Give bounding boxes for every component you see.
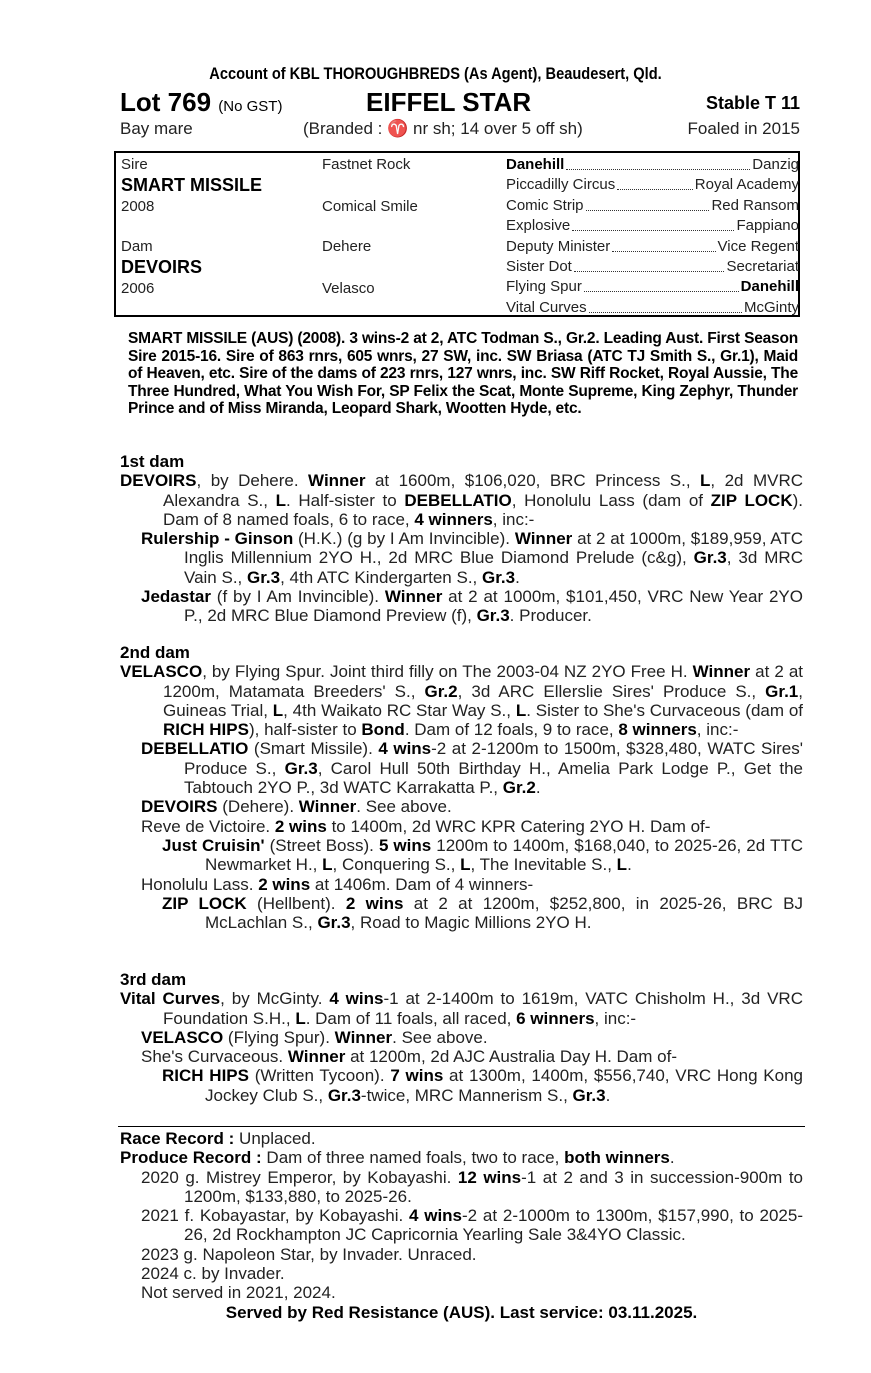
pedigree-paragraph: DEVOIRS (Dehere). Winner. See above. <box>141 797 452 817</box>
horse-name: EIFFEL STAR <box>366 87 532 117</box>
second-dam-section <box>120 643 803 932</box>
pedigree-paragraph: VELASCO, by Flying Spur. Joint third filly on The 2003-04 NZ 2YO Free H. Winner at 2 at 1200m, Matamata Breeders' S., Gr.2, 3d ARC Ellerslie Sires' Produce S., Gr.1, Guineas Trial, L, 4th Waikato RC Star Way S., L. Sister to She's Curvaceous (dam of RICH HIPS), half-sister to Bond. Dam of 12 foals, 9 to race, 8 winners, inc:- <box>120 662 803 740</box>
granddam-sire-side: Comical Smile <box>322 198 418 215</box>
third-dam-heading: 3rd dam <box>120 970 187 989</box>
dot-leader <box>612 237 715 252</box>
dot-leader <box>574 257 725 272</box>
records-body <box>120 1129 803 1303</box>
dam-label: Dam <box>121 238 153 255</box>
dot-leader <box>589 298 742 313</box>
dot-leader <box>584 277 739 292</box>
dot-leader <box>566 155 750 170</box>
sire-summary: SMART MISSILE (AUS) (2008). 3 wins-2 at 2, ATC Todman S., Gr.2. Leading Aust. First Season Sire 2015-16. Sire of 863 rnrs, 605 wnrs, 27 SW, inc. SW Briasa (ATC TJ Smith S., Gr.1), Maid of Heaven, etc. Sire of the dams of 223 rnrs, 127 wnrs, inc. SW Riff Rocket, Royal Aussie, The Three Hundred, What You Wish For, SP Felix the Scat, Monte Supreme, King Zephyr, Thunder Prince and of Miss Miranda, Leopard Shark, Wootten Hyde, etc. <box>128 330 798 417</box>
sire-label: Sire <box>121 156 148 173</box>
gen3-sire: Vice Regent <box>717 237 799 255</box>
grandsire: Fastnet Rock <box>322 156 411 173</box>
pedigree-gen3-row <box>506 175 799 195</box>
gen3-horse: Vital Curves <box>506 298 587 316</box>
stable: Stable T 11 <box>705 93 800 113</box>
gen3-sire: Danehill <box>740 278 799 296</box>
pedigree-paragraph: Produce Record : Dam of three named foals, two to race, both winners. <box>120 1148 675 1168</box>
gen3-sire: McGinty <box>743 298 799 316</box>
pedigree-paragraph: 2023 g. Napoleon Star, by Invader. Unraced. <box>141 1244 477 1264</box>
pedigree-paragraph: RICH HIPS (Written Tycoon). 7 wins at 1300m, 1400m, $556,740, VRC Hong Kong Jockey Club S., Gr.3-twice, MRC Mannerism S., Gr.3. <box>162 1066 803 1105</box>
pedigree-paragraph: 2020 g. Mistrey Emperor, by Kobayashi. 12 wins-1 at 2 and 3 in succession-900m to 1200m, $133,880, to 2025-26. <box>141 1167 803 1206</box>
horse-description: Bay mare <box>120 119 193 138</box>
pedigree-paragraph: Vital Curves, by McGinty. 4 wins-1 at 2-1400m to 1619m, VATC Chisholm H., 3d VRC Foundation S.H., L. Dam of 11 foals, all raced, 6 winners, inc:- <box>120 989 803 1028</box>
dam-year: 2006 <box>121 280 155 297</box>
pedigree-gen3-row <box>506 155 799 175</box>
pedigree-paragraph: 2021 f. Kobayastar, by Kobayashi. 4 wins-2 at 2-1000m to 1300m, $157,990, to 2025-26, 2d Rockhampton JC Capricornia Yearling Sale 3&4YO Classic. <box>141 1206 803 1245</box>
sire-year: 2008 <box>121 198 155 215</box>
gen3-horse: Flying Spur <box>506 278 582 296</box>
pedigree-gen3-row <box>506 298 799 318</box>
third-dam-section <box>120 970 803 1105</box>
lot-label: Lot 769 <box>120 87 212 117</box>
pedigree-paragraph: Honolulu Lass. 2 wins at 1406m. Dam of 4 winners- <box>141 874 534 894</box>
gen3-horse: Comic Strip <box>506 196 584 214</box>
pedigree-paragraph: Jedastar (f by I Am Invincible). Winner at 2 at 1000m, $101,450, VRC New Year 2YO P., 2d MRC Blue Diamond Preview (f), Gr.3. Producer. <box>141 587 803 626</box>
second-dam-heading: 2nd dam <box>120 643 190 662</box>
pedigree-table <box>114 151 800 317</box>
lot-number <box>120 87 282 118</box>
pedigree-paragraph: VELASCO (Flying Spur). Winner. See above. <box>141 1027 488 1047</box>
first-dam-section <box>120 452 803 626</box>
pedigree-paragraph: Race Record : Unplaced. <box>120 1129 316 1148</box>
gen3-sire: Red Ransom <box>711 196 799 214</box>
pedigree-gen3-row <box>506 196 799 216</box>
pedigree-paragraph: Reve de Victoire. 2 wins to 1400m, 2d WRC KPR Catering 2YO H. Dam of- <box>141 816 711 836</box>
pedigree-gen3-row <box>506 216 799 236</box>
pedigree-paragraph: Not served in 2021, 2024. <box>141 1283 336 1303</box>
gen3-horse: Deputy Minister <box>506 237 611 255</box>
gst-note: (No GST) <box>218 98 283 115</box>
foaled-year: Foaled in 2015 <box>687 119 800 138</box>
granddam: Velasco <box>322 280 375 297</box>
first-dam-heading: 1st dam <box>120 452 185 471</box>
pedigree-paragraph: ZIP LOCK (Hellbent). 2 wins at 2 at 1200m, $252,800, in 2025-26, BRC BJ McLachlan S., Gr.3, Road to Magic Millions 2YO H. <box>162 893 803 933</box>
dam-name: DEVOIRS <box>121 257 203 277</box>
third-dam-body <box>120 989 803 1105</box>
pedigree-paragraph: DEVOIRS, by Dehere. Winner at 1600m, $106,020, BRC Princess S., L, 2d MVRC Alexandra S., L. Half-sister to DEBELLATIO, Honolulu Lass (dam of ZIP LOCK). Dam of 8 named foals, 6 to race, 4 winners, inc:- <box>120 471 804 529</box>
sire-name: SMART MISSILE <box>121 175 263 195</box>
gen3-sire: Danzig <box>752 156 799 173</box>
brand-info: (Branded : ♈ nr sh; 14 over 5 off sh) <box>303 119 583 138</box>
pedigree-paragraph: She's Curvaceous. Winner at 1200m, 2d AJC Australia Day H. Dam of- <box>141 1047 677 1067</box>
first-dam-body <box>120 471 803 625</box>
pedigree-gen3-row <box>506 277 799 297</box>
records-section <box>120 1129 803 1322</box>
pedigree-paragraph: Rulership - Ginson (H.K.) (g by I Am Invincible). Winner at 2 at 1000m, $189,959, ATC Inglis Millennium 2YO H., 2d MRC Blue Diamond Prelude (c&g), Gr.3, 3d MRC Vain S., Gr.3, 4th ATC Kindergarten S., Gr.3. <box>141 529 804 587</box>
gen3-horse: Explosive <box>506 217 571 235</box>
section-divider <box>118 1126 805 1127</box>
service-note: Served by Red Resistance (AUS). Last service: 03.11.2025. <box>225 1302 698 1322</box>
gen3-horse: Danehill <box>506 156 565 173</box>
pedigree-gen3-row <box>506 237 799 257</box>
pedigree-paragraph: Just Cruisin' (Street Boss). 5 wins 1200m to 1400m, $168,040, to 2025-26, 2d TTC Newmarket H., L, Conquering S., L, The Inevitable S., L. <box>162 835 803 875</box>
account-line: Account of KBL THOROUGHBREDS (As Agent), Beaudesert, Qld. <box>209 64 662 83</box>
pedigree-paragraph: 2024 c. by Invader. <box>141 1264 285 1284</box>
gen3-sire: Royal Academy <box>694 176 799 194</box>
second-dam-body <box>120 662 803 932</box>
dot-leader <box>572 216 734 231</box>
pedigree-paragraph: DEBELLATIO (Smart Missile). 4 wins-2 at 2-1200m to 1500m, $328,480, WATC Sires' Produce S., Gr.3, Carol Hull 50th Birthday H., Amelia Park Lodge P., Get the Tabtouch 2YO P., 3d WATC Karrakatta P., Gr.2. <box>141 739 804 798</box>
grandsire-dam-side: Dehere <box>322 238 372 255</box>
dot-leader <box>617 175 693 190</box>
dot-leader <box>586 196 710 211</box>
gen3-horse: Sister Dot <box>506 258 572 275</box>
gen3-horse: Piccadilly Circus <box>506 176 616 194</box>
pedigree-gen3-row <box>506 257 799 277</box>
gen3-sire: Secretariat <box>726 258 799 275</box>
gen3-sire: Fappiano <box>736 217 799 235</box>
